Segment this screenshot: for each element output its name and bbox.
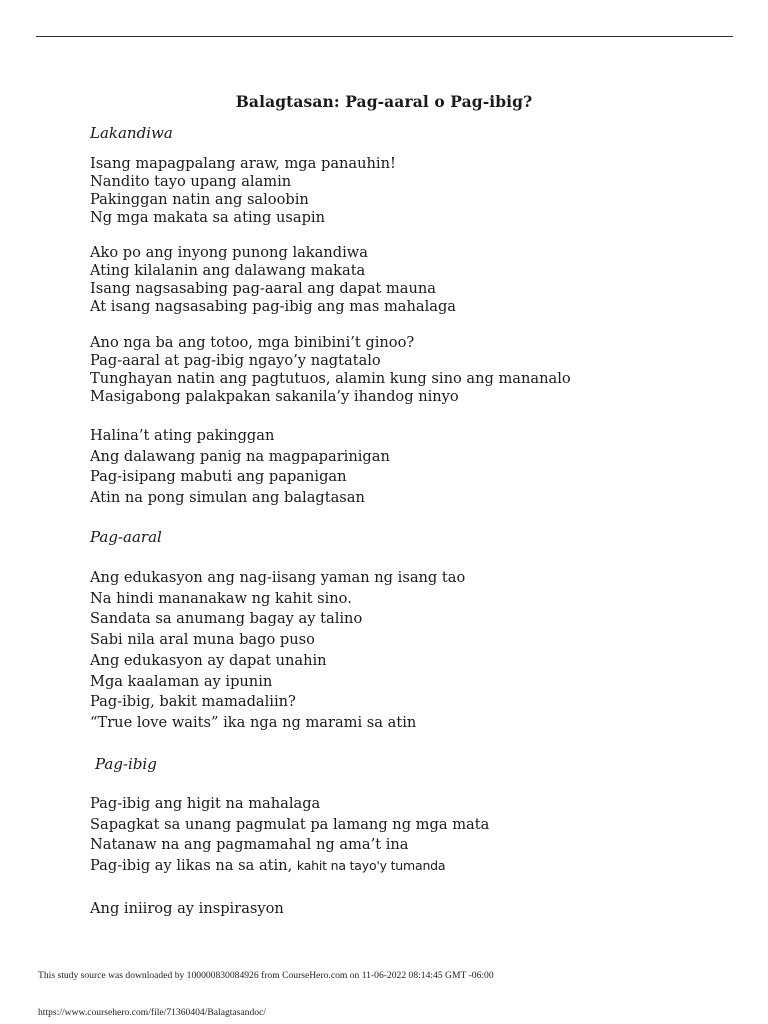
poem-line: Atin na pong simulan ang balagtasan [90, 488, 365, 506]
poem-line: Tunghayan natin ang pagtutuos, alamin kung sino ang mananalo [90, 370, 571, 387]
poem-line: Pakinggan natin ang saloobin [90, 191, 309, 208]
top-rule [36, 36, 733, 37]
poem-line: Ang edukasyon ang nag-iisang yaman ng isang tao [90, 569, 466, 586]
poem-line: Sandata sa anumang bagay ay talino [90, 610, 363, 628]
poem-line: Mga kaalaman ay ipunin [90, 672, 273, 690]
stanza-3 [90, 334, 571, 406]
download-source-note: This study source was downloaded by 100000830084926 from CourseHero.com on 11-06-2022 08:14:45 GMT -06:00 [38, 970, 494, 981]
document-title: Balagtasan: Pag-aaral o Pag-ibig? [235, 92, 533, 111]
poem-line: Pag-aaral at pag-ibig ngayo’y nagtatalo [90, 352, 381, 369]
poem-line: Ako po ang inyong punong lakandiwa [90, 244, 368, 261]
poem-line: Ang dalawang panig na magpaparinigan [90, 447, 390, 465]
poem-line: At isang nagsasabing pag-ibig ang mas mahalaga [90, 298, 457, 315]
poem-line: “True love waits” ika nga ng marami sa atin [90, 713, 417, 731]
poem-line: Isang nagsasabing pag-aaral ang dapat mauna [90, 280, 436, 297]
speaker-pag-ibig: Pag-ibig [95, 755, 157, 773]
stanza-4 [90, 426, 390, 508]
poem-line: Sapagkat sa unang pagmulat pa lamang ng mga mata [90, 815, 490, 833]
poem-line [90, 856, 489, 877]
poem-line: Halina’t ating pakinggan [90, 427, 275, 444]
speaker-lakandiwa: Lakandiwa [90, 124, 173, 142]
poem-line: Nandito tayo upang alamin [90, 173, 292, 190]
stanza-2 [90, 244, 456, 316]
stanza-7 [90, 899, 284, 920]
poem-line: Na hindi mananakaw ng kahit sino. [90, 589, 352, 607]
source-url: https://www.coursehero.com/file/71360404/Balagtasandoc/ [38, 1007, 266, 1018]
poem-line-end: kahit na tayo'y tumanda [296, 858, 446, 874]
poem-line: Ano nga ba ang totoo, mga binibini’t ginoo? [90, 334, 415, 351]
poem-line: Pag-isipang mabuti ang papanigan [90, 468, 347, 485]
poem-line: Pag-ibig ang higit na mahalaga [90, 795, 321, 812]
poem-line: Ang edukasyon ay dapat unahin [90, 651, 327, 669]
poem-line: Isang mapagpalang araw, mga panauhin! [90, 155, 396, 172]
poem-line: Masigabong palakpakan sakanila’y ihandog ninyo [90, 388, 459, 405]
poem-line: Natanaw na ang pagmamahal ng ama’t ina [90, 836, 409, 854]
stanza-1 [90, 155, 396, 227]
poem-line: Ating kilalanin ang dalawang makata [90, 262, 366, 279]
stanza-5 [90, 568, 465, 734]
poem-line: Pag-ibig, bakit mamadaliin? [90, 693, 296, 711]
stanza-6 [90, 794, 489, 877]
poem-line: Ang iniirog ay inspirasyon [90, 900, 284, 917]
poem-line-start: Pag-ibig ay likas na sa atin, [90, 857, 297, 875]
speaker-pag-aaral: Pag-aaral [90, 528, 162, 546]
poem-line: Sabi nila aral muna bago puso [90, 631, 315, 649]
poem-line: Ng mga makata sa ating usapin [90, 209, 325, 226]
